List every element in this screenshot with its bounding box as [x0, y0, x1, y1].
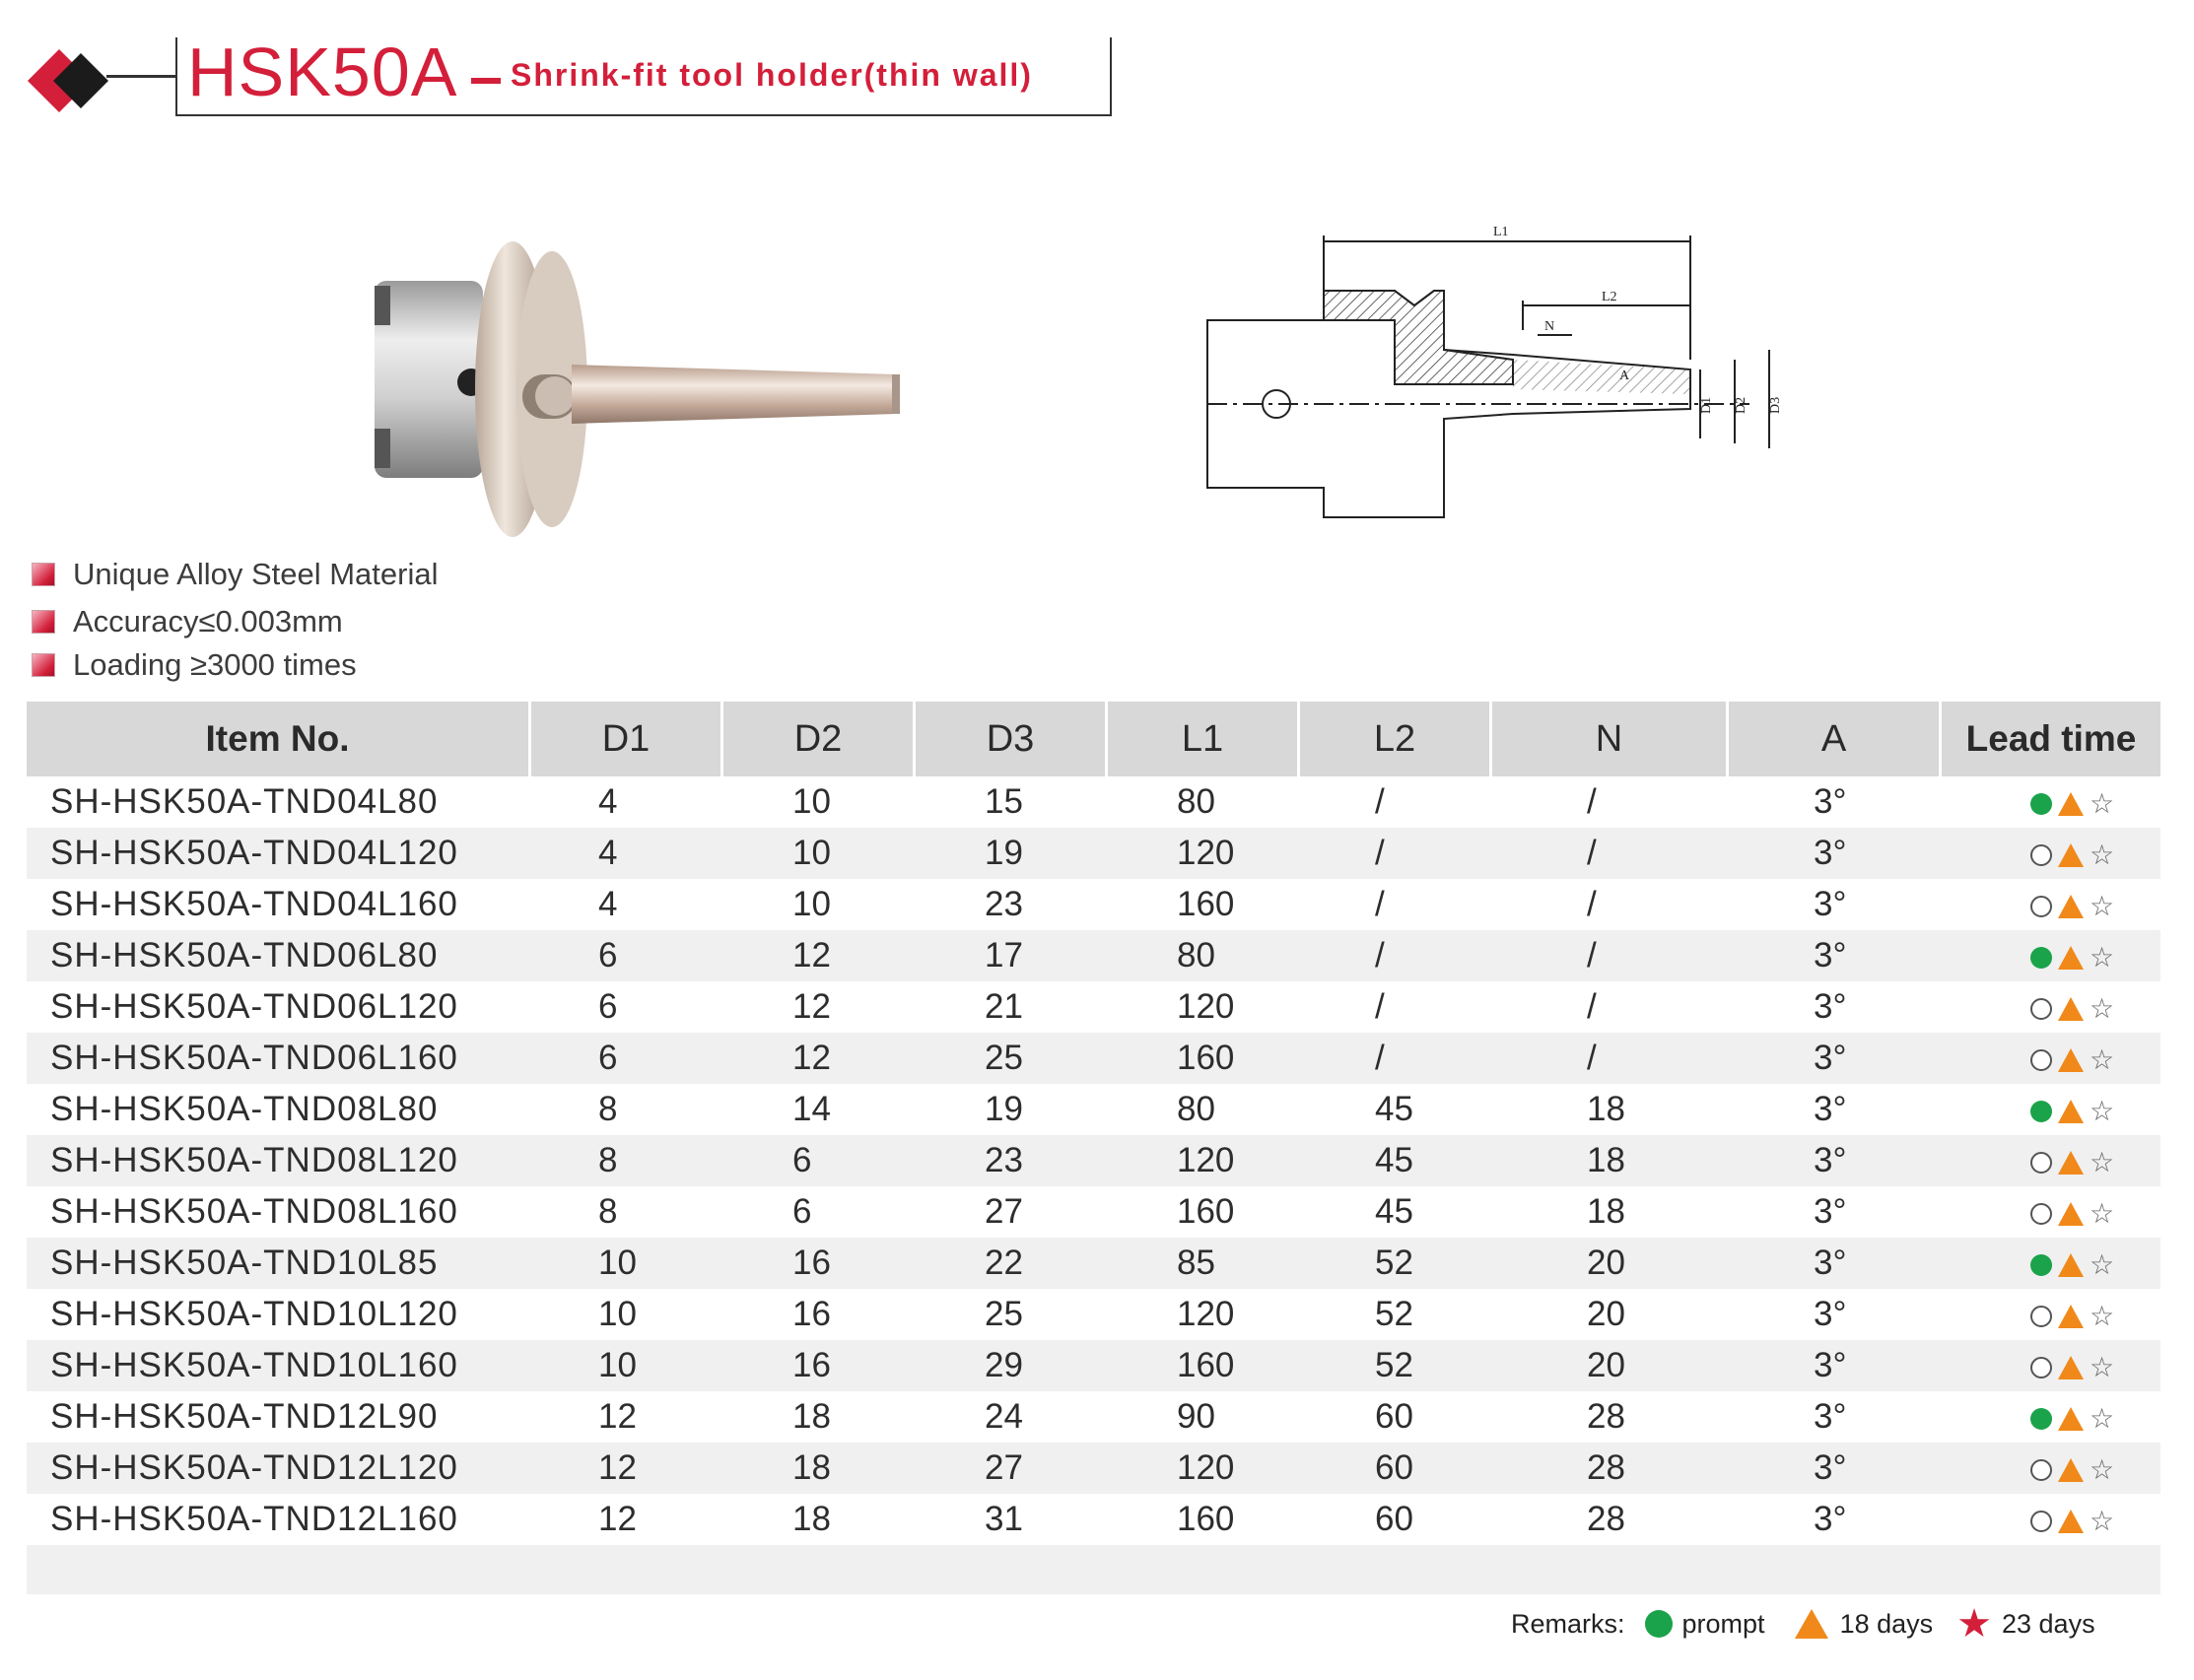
diamond-logo-icon — [22, 43, 115, 118]
cell-l1: 160 — [1108, 1494, 1300, 1545]
cell-d2: 16 — [723, 1238, 916, 1289]
orange-triangle-icon — [2058, 1253, 2084, 1277]
orange-triangle-icon — [2058, 1458, 2084, 1482]
cell-d2: 10 — [723, 879, 916, 930]
cell-l2: 52 — [1300, 1238, 1492, 1289]
empty-circle-icon — [2030, 1357, 2052, 1378]
empty-circle-icon — [2030, 844, 2052, 866]
cell-lead-time — [1942, 1340, 2160, 1391]
remarks-label: Remarks: — [1511, 1608, 1625, 1639]
cell-n: / — [1492, 1033, 1729, 1084]
cell-lead-time — [1942, 1238, 2160, 1289]
outline-star-icon: ☆ — [2090, 787, 2115, 819]
cell-n: 20 — [1492, 1289, 1729, 1340]
cell-d1: 12 — [531, 1391, 723, 1443]
empty-circle-icon — [2030, 896, 2052, 917]
cell-d1: 6 — [531, 981, 723, 1033]
cell-l2: / — [1300, 930, 1492, 981]
cell-n: / — [1492, 776, 1729, 828]
product-photo — [345, 227, 926, 552]
square-bullet-icon — [32, 610, 55, 634]
cell-d1: 8 — [531, 1186, 723, 1238]
cell-n: 28 — [1492, 1391, 1729, 1443]
cell-n: 28 — [1492, 1494, 1729, 1545]
outline-star-icon: ☆ — [2090, 1095, 2115, 1126]
cell-l1: 120 — [1108, 981, 1300, 1033]
outline-star-icon: ☆ — [2090, 1402, 2115, 1434]
cell-n: 20 — [1492, 1340, 1729, 1391]
cell-a: 3° — [1729, 1494, 1942, 1545]
empty-circle-icon — [2030, 1306, 2052, 1327]
cell-d2: 18 — [723, 1391, 916, 1443]
cell-d3: 21 — [916, 981, 1108, 1033]
empty-circle-icon — [2030, 1459, 2052, 1481]
column-header-d2: D2 — [723, 702, 916, 776]
cell-d1: 6 — [531, 930, 723, 981]
cell-lead-time — [1942, 1084, 2160, 1135]
orange-triangle-icon — [2058, 1356, 2084, 1379]
cell-d2: 14 — [723, 1084, 916, 1135]
cell-item-no: SH-HSK50A-TND08L120 — [27, 1135, 531, 1186]
cell-d2: 12 — [723, 1033, 916, 1084]
spec-table-container — [27, 702, 2160, 1594]
dim-label-l2: L2 — [1602, 290, 1617, 304]
cell-a: 3° — [1729, 1238, 1942, 1289]
cell-n: / — [1492, 981, 1729, 1033]
cell-n: 18 — [1492, 1084, 1729, 1135]
cell-l2: 60 — [1300, 1443, 1492, 1494]
cell-d1: 12 — [531, 1494, 723, 1545]
feature-text: Accuracy≤0.003mm — [73, 604, 343, 638]
outline-star-icon: ☆ — [2090, 890, 2115, 921]
table-row — [27, 1238, 2160, 1289]
cell-l2: / — [1300, 981, 1492, 1033]
cell-a: 3° — [1729, 981, 1942, 1033]
cell-d2: 10 — [723, 828, 916, 879]
dim-label-d2: D2 — [1734, 396, 1748, 414]
orange-triangle-icon — [2058, 1048, 2084, 1072]
feature-text: Loading ≥3000 times — [73, 647, 357, 682]
cell-n: 28 — [1492, 1443, 1729, 1494]
cell-d2: 6 — [723, 1135, 916, 1186]
cell-l1: 160 — [1108, 1186, 1300, 1238]
cell-a: 3° — [1729, 1340, 1942, 1391]
cell-n: 20 — [1492, 1238, 1729, 1289]
cell-lead-time — [1942, 1033, 2160, 1084]
cell-d3: 23 — [916, 879, 1108, 930]
cell-d1: 4 — [531, 879, 723, 930]
red-star-icon: ★ — [1956, 1602, 1992, 1646]
square-bullet-icon — [32, 653, 55, 677]
column-header-item-no: Item No. — [27, 702, 531, 776]
column-header-lead-time: Lead time — [1942, 702, 2160, 776]
cell-n: / — [1492, 930, 1729, 981]
cell-lead-time — [1942, 1186, 2160, 1238]
column-header-n: N — [1492, 702, 1729, 776]
orange-triangle-icon — [2058, 997, 2084, 1021]
legend-18-days: 18 days — [1839, 1608, 1934, 1639]
cell-item-no: SH-HSK50A-TND04L120 — [27, 828, 531, 879]
cell-a: 3° — [1729, 1033, 1942, 1084]
cell-item-no: SH-HSK50A-TND10L120 — [27, 1289, 531, 1340]
outline-star-icon: ☆ — [2090, 1453, 2115, 1485]
cell-d1: 8 — [531, 1084, 723, 1135]
table-row — [27, 1391, 2160, 1443]
outline-star-icon: ☆ — [2090, 839, 2115, 870]
cell-item-no: SH-HSK50A-TND10L160 — [27, 1340, 531, 1391]
cell-d2: 12 — [723, 930, 916, 981]
column-header-l2: L2 — [1300, 702, 1492, 776]
cell-d3: 19 — [916, 1084, 1108, 1135]
cell-d1: 12 — [531, 1443, 723, 1494]
cell-l1: 80 — [1108, 1084, 1300, 1135]
cell-d2: 18 — [723, 1443, 916, 1494]
cell-l2: / — [1300, 1033, 1492, 1084]
dim-label-n: N — [1544, 319, 1555, 334]
table-row — [27, 1186, 2160, 1238]
orange-triangle-icon — [2058, 1305, 2084, 1328]
orange-triangle-icon — [1795, 1609, 1828, 1639]
cell-a: 3° — [1729, 879, 1942, 930]
cell-item-no: SH-HSK50A-TND08L80 — [27, 1084, 531, 1135]
square-bullet-icon — [32, 563, 55, 586]
outline-star-icon: ☆ — [2090, 1248, 2115, 1280]
cell-d3: 22 — [916, 1238, 1108, 1289]
cell-lead-time — [1942, 1494, 2160, 1545]
green-dot-icon — [2030, 793, 2052, 815]
green-dot-icon — [1645, 1610, 1673, 1638]
cell-item-no: SH-HSK50A-TND12L120 — [27, 1443, 531, 1494]
cell-a: 3° — [1729, 1289, 1942, 1340]
cell-n: / — [1492, 828, 1729, 879]
table-row — [27, 1340, 2160, 1391]
outline-star-icon: ☆ — [2090, 1197, 2115, 1229]
cell-lead-time — [1942, 1443, 2160, 1494]
cell-item-no: SH-HSK50A-TND12L160 — [27, 1494, 531, 1545]
cell-d2: 16 — [723, 1289, 916, 1340]
cell-d3: 19 — [916, 828, 1108, 879]
cell-a: 3° — [1729, 1186, 1942, 1238]
column-header-l1: L1 — [1108, 702, 1300, 776]
cell-lead-time — [1942, 828, 2160, 879]
cell-d3: 24 — [916, 1391, 1108, 1443]
green-dot-icon — [2030, 1408, 2052, 1430]
cell-d1: 6 — [531, 1033, 723, 1084]
feature-item — [32, 557, 438, 592]
cell-l1: 90 — [1108, 1391, 1300, 1443]
technical-drawing — [1198, 222, 1828, 532]
cell-l2: 60 — [1300, 1391, 1492, 1443]
cell-a: 3° — [1729, 776, 1942, 828]
cell-item-no: SH-HSK50A-TND12L90 — [27, 1391, 531, 1443]
green-dot-icon — [2030, 1101, 2052, 1122]
cell-d3: 31 — [916, 1494, 1108, 1545]
cell-a: 3° — [1729, 1443, 1942, 1494]
cell-d1: 10 — [531, 1238, 723, 1289]
outline-star-icon: ☆ — [2090, 1300, 2115, 1331]
cell-d3: 17 — [916, 930, 1108, 981]
cell-item-no: SH-HSK50A-TND08L160 — [27, 1186, 531, 1238]
cell-lead-time — [1942, 1391, 2160, 1443]
empty-circle-icon — [2030, 998, 2052, 1020]
cell-d3: 27 — [916, 1186, 1108, 1238]
cell-d3: 25 — [916, 1033, 1108, 1084]
empty-circle-icon — [2030, 1152, 2052, 1174]
empty-circle-icon — [2030, 1511, 2052, 1532]
cell-l2: / — [1300, 828, 1492, 879]
table-row — [27, 1084, 2160, 1135]
cell-l2: 45 — [1300, 1135, 1492, 1186]
cell-l2: 45 — [1300, 1084, 1492, 1135]
table-row — [27, 879, 2160, 930]
column-header-a: A — [1729, 702, 1942, 776]
orange-triangle-icon — [2058, 1100, 2084, 1123]
cell-lead-time — [1942, 1289, 2160, 1340]
feature-text: Unique Alloy Steel Material — [73, 557, 439, 591]
remarks-legend — [1511, 1604, 2095, 1644]
column-header-d1: D1 — [531, 702, 723, 776]
cell-n: 18 — [1492, 1135, 1729, 1186]
table-row — [27, 981, 2160, 1033]
cell-item-no: SH-HSK50A-TND06L160 — [27, 1033, 531, 1084]
legend-prompt: prompt — [1681, 1608, 1765, 1639]
cell-l1: 120 — [1108, 1443, 1300, 1494]
cell-l2: 52 — [1300, 1289, 1492, 1340]
table-header-row — [27, 702, 2160, 776]
orange-triangle-icon — [2058, 843, 2084, 867]
cell-a: 3° — [1729, 1135, 1942, 1186]
orange-triangle-icon — [2058, 946, 2084, 970]
page-title: HSK50A — [187, 34, 458, 110]
outline-star-icon: ☆ — [2090, 941, 2115, 973]
dim-label-a: A — [1619, 369, 1630, 383]
cell-l1: 80 — [1108, 930, 1300, 981]
cell-l1: 80 — [1108, 776, 1300, 828]
cell-lead-time — [1942, 776, 2160, 828]
orange-triangle-icon — [2058, 1151, 2084, 1175]
cell-d3: 25 — [916, 1289, 1108, 1340]
cell-d2: 18 — [723, 1494, 916, 1545]
cell-lead-time — [1942, 1135, 2160, 1186]
empty-circle-icon — [2030, 1203, 2052, 1225]
column-header-d3: D3 — [916, 702, 1108, 776]
cell-d1: 4 — [531, 828, 723, 879]
cell-d1: 4 — [531, 776, 723, 828]
cell-d2: 16 — [723, 1340, 916, 1391]
dim-label-d3: D3 — [1768, 396, 1783, 414]
title-dash — [471, 78, 501, 84]
green-dot-icon — [2030, 947, 2052, 969]
cell-d3: 23 — [916, 1135, 1108, 1186]
table-row — [27, 1135, 2160, 1186]
table-row — [27, 828, 2160, 879]
cell-item-no: SH-HSK50A-TND06L80 — [27, 930, 531, 981]
cell-a: 3° — [1729, 930, 1942, 981]
cell-a: 3° — [1729, 1084, 1942, 1135]
cell-l1: 85 — [1108, 1238, 1300, 1289]
empty-circle-icon — [2030, 1049, 2052, 1071]
cell-l2: / — [1300, 879, 1492, 930]
dim-label-l1: L1 — [1493, 225, 1509, 239]
orange-triangle-icon — [2058, 1510, 2084, 1533]
cell-l2: 60 — [1300, 1494, 1492, 1545]
cell-d3: 27 — [916, 1443, 1108, 1494]
cell-item-no: SH-HSK50A-TND04L80 — [27, 776, 531, 828]
legend-23-days: 23 days — [2002, 1608, 2095, 1639]
orange-triangle-icon — [2058, 1407, 2084, 1431]
cell-d1: 8 — [531, 1135, 723, 1186]
table-row — [27, 1289, 2160, 1340]
cell-d1: 10 — [531, 1340, 723, 1391]
cell-a: 3° — [1729, 1391, 1942, 1443]
cell-item-no: SH-HSK50A-TND04L160 — [27, 879, 531, 930]
cell-item-no: SH-HSK50A-TND10L85 — [27, 1238, 531, 1289]
feature-item — [32, 604, 343, 639]
table-row — [27, 1033, 2160, 1084]
cell-lead-time — [1942, 930, 2160, 981]
cell-l1: 120 — [1108, 828, 1300, 879]
page-subtitle: Shrink-fit tool holder(thin wall) — [511, 57, 1033, 93]
cell-n: / — [1492, 879, 1729, 930]
table-row — [27, 1443, 2160, 1494]
cell-n: 18 — [1492, 1186, 1729, 1238]
cell-l1: 160 — [1108, 879, 1300, 930]
dim-label-d1: D1 — [1699, 396, 1714, 414]
cell-l1: 120 — [1108, 1289, 1300, 1340]
cell-d2: 12 — [723, 981, 916, 1033]
cell-a: 3° — [1729, 828, 1942, 879]
cell-d2: 10 — [723, 776, 916, 828]
green-dot-icon — [2030, 1254, 2052, 1276]
cell-l2: 52 — [1300, 1340, 1492, 1391]
cell-l2: 45 — [1300, 1186, 1492, 1238]
cell-lead-time — [1942, 981, 2160, 1033]
orange-triangle-icon — [2058, 895, 2084, 918]
cell-item-no: SH-HSK50A-TND06L120 — [27, 981, 531, 1033]
cell-l2: / — [1300, 776, 1492, 828]
outline-star-icon: ☆ — [2090, 992, 2115, 1024]
cell-lead-time — [1942, 879, 2160, 930]
orange-triangle-icon — [2058, 792, 2084, 816]
cell-d1: 10 — [531, 1289, 723, 1340]
feature-item — [32, 647, 357, 683]
table-row — [27, 930, 2160, 981]
spec-table — [27, 702, 2160, 1594]
outline-star-icon: ☆ — [2090, 1146, 2115, 1177]
outline-star-icon: ☆ — [2090, 1505, 2115, 1536]
table-footer-row — [27, 1545, 2160, 1594]
table-row — [27, 776, 2160, 828]
table-row — [27, 1494, 2160, 1545]
outline-star-icon: ☆ — [2090, 1351, 2115, 1382]
cell-d2: 6 — [723, 1186, 916, 1238]
orange-triangle-icon — [2058, 1202, 2084, 1226]
cell-d3: 15 — [916, 776, 1108, 828]
header-connector-line — [106, 75, 177, 78]
cell-d3: 29 — [916, 1340, 1108, 1391]
outline-star-icon: ☆ — [2090, 1043, 2115, 1075]
cell-l1: 160 — [1108, 1033, 1300, 1084]
cell-l1: 120 — [1108, 1135, 1300, 1186]
cell-l1: 160 — [1108, 1340, 1300, 1391]
